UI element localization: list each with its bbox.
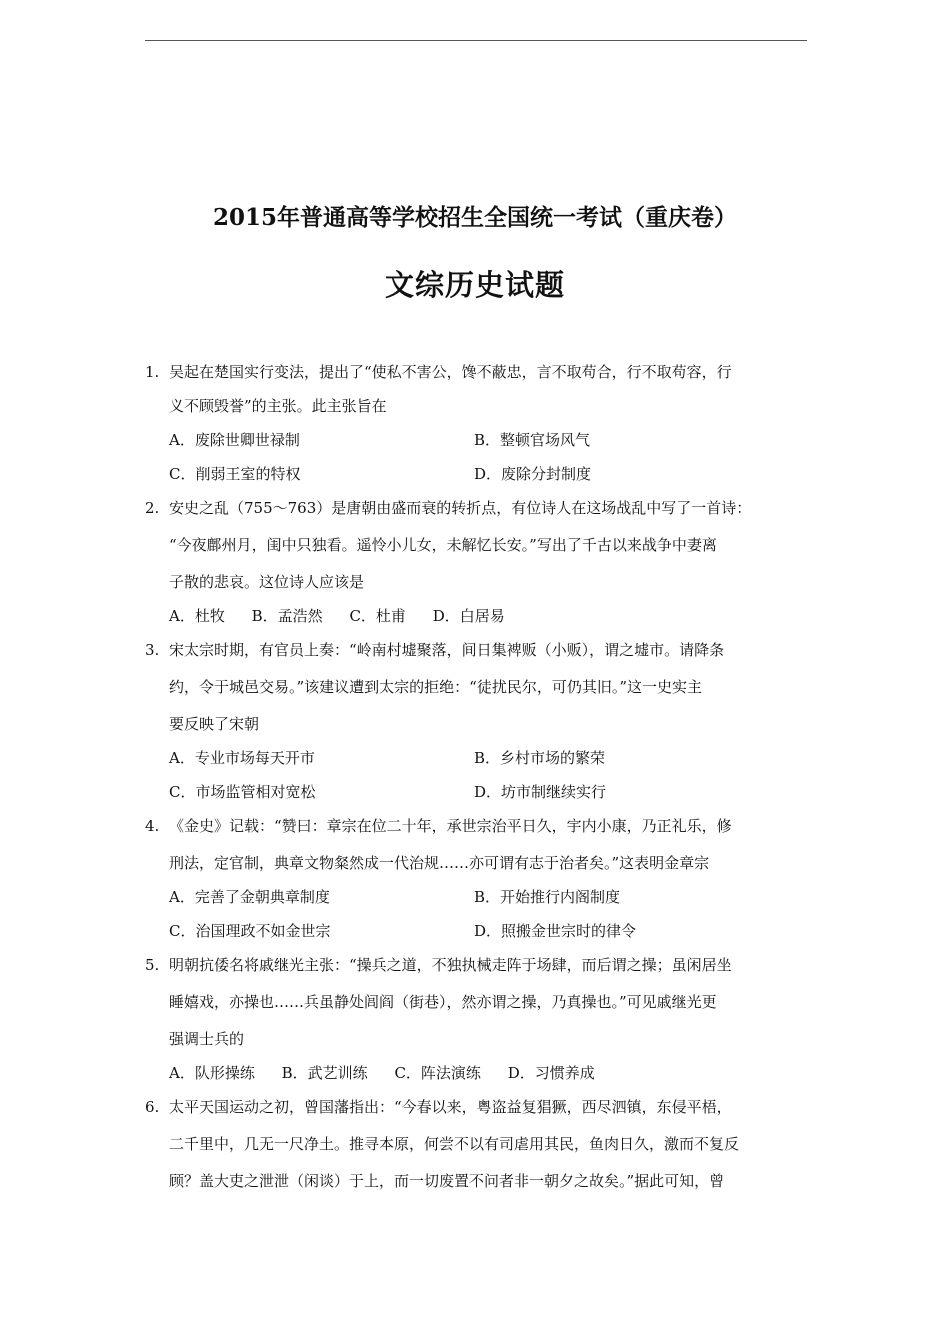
question-text: 宋太宗时期，有官员上奏：“岭南村墟聚落，间日集裨贩（小贩），谓之墟市。请降条 bbox=[169, 641, 725, 659]
question-number: 6. bbox=[145, 1098, 160, 1116]
question-text: 义不顾毁誉”的主张。此主张旨在 bbox=[169, 397, 387, 415]
question-6-line bbox=[145, 1095, 810, 1132]
question-6-line bbox=[145, 1132, 810, 1169]
question-3-line bbox=[145, 638, 810, 675]
question-text: 《金史》记载：“赞曰：章宗在位二十年，承世宗治平日久，宇内小康，乃正礼乐，修 bbox=[169, 817, 732, 835]
option-b: B．乡村市场的繁荣 bbox=[474, 749, 606, 767]
question-text: 睡嬉戏，亦操也……兵虽静处闾阎（街巷），然亦谓之操，乃真操也。”可见戚继光更 bbox=[169, 993, 717, 1011]
question-2-line bbox=[145, 496, 810, 533]
question-number: 5. bbox=[145, 956, 160, 974]
question-text: 子散的悲哀。这位诗人应该是 bbox=[169, 573, 365, 591]
option-row bbox=[145, 462, 810, 496]
option-b: B．整顿官场风气 bbox=[474, 431, 591, 449]
exam-subtitle: 文综历史试题 bbox=[384, 268, 565, 302]
option-row bbox=[145, 604, 810, 638]
question-text: 二千里中，几无一尺净土。推寻本原，何尝不以有司虐用其民，鱼肉日久，激而不复反 bbox=[169, 1135, 740, 1153]
question-2-line bbox=[145, 533, 810, 570]
question-5-line bbox=[145, 990, 810, 1027]
option-d: D．习惯养成 bbox=[507, 1064, 595, 1082]
question-text: 顾？盖大吏之泄泄（闲谈）于上，而一切废置不问者非一朝夕之故矣。”据此可知，曾 bbox=[169, 1172, 725, 1190]
option-a: A．完善了金朝典章制度 bbox=[169, 888, 330, 906]
question-text: 安史之乱（755～763）是唐朝由盛而衰的转折点，有位诗人在这场战乱中写了一首诗： bbox=[169, 499, 752, 517]
question-text: 太平天国运动之初，曾国藩指出：“今春以来，粤盗益复猖獗，西尽泗镇，东侵平梧， bbox=[169, 1098, 732, 1116]
question-4-line bbox=[145, 851, 810, 885]
option-d: D．废除分封制度 bbox=[474, 465, 592, 483]
option-c: C．杜甫 bbox=[349, 607, 406, 625]
option-c: C．市场监管相对宽松 bbox=[169, 783, 316, 801]
option-b: B．武艺训练 bbox=[281, 1064, 368, 1082]
question-text: 强调士兵的 bbox=[169, 1030, 245, 1048]
option-row bbox=[145, 885, 810, 919]
question-number: 2. bbox=[145, 499, 160, 517]
question-text: 明朝抗倭名将戚继光主张：“操兵之道，不独执械走阵于场肆，而后谓之操；虽闲居坐 bbox=[169, 956, 732, 974]
question-4-line bbox=[145, 814, 810, 851]
question-number: 4. bbox=[145, 817, 160, 835]
question-5-line bbox=[145, 953, 810, 990]
question-3-line bbox=[145, 675, 810, 712]
option-row bbox=[145, 919, 810, 953]
question-text: 吴起在楚国实行变法，提出了“使私不害公，馋不蔽忠，言不取苟合，行不取苟容，行 bbox=[169, 363, 732, 381]
option-c: C．阵法演练 bbox=[394, 1064, 481, 1082]
question-number: 1. bbox=[145, 363, 160, 381]
option-a: A．杜牧 bbox=[169, 607, 225, 625]
header-rule bbox=[145, 40, 807, 41]
question-text: “今夜鄜州月，闺中只独看。遥怜小儿女，未解忆长安。”写出了千古以来战争中妻离 bbox=[169, 536, 717, 554]
option-a: A．队形操练 bbox=[169, 1064, 255, 1082]
option-d: D．坊市制继续实行 bbox=[474, 783, 607, 801]
option-row bbox=[145, 780, 810, 814]
question-6-line bbox=[145, 1169, 810, 1203]
option-row bbox=[145, 428, 810, 462]
exam-title: 2015年普通高等学校招生全国统一考试（重庆卷） bbox=[212, 204, 737, 231]
question-3-line bbox=[145, 712, 810, 746]
question-text: 刑法，定官制，典章文物粲然成一代治规……亦可谓有志于治者矣。”这表明金章宗 bbox=[169, 854, 710, 872]
option-d: D．白居易 bbox=[432, 607, 505, 625]
inline-options bbox=[169, 1061, 617, 1085]
inline-options bbox=[169, 604, 527, 628]
option-row bbox=[145, 746, 810, 780]
option-c: C．削弱王室的特权 bbox=[169, 465, 301, 483]
question-text: 要反映了宋朝 bbox=[169, 715, 260, 733]
option-a: A．专业市场每天开市 bbox=[169, 749, 315, 767]
question-1-line bbox=[145, 394, 810, 428]
option-row bbox=[145, 1061, 810, 1095]
option-d: D．照搬金世宗时的律令 bbox=[474, 922, 637, 940]
question-5-line bbox=[145, 1027, 810, 1061]
question-list bbox=[145, 360, 810, 1203]
option-b: B．开始推行内阁制度 bbox=[474, 888, 621, 906]
option-c: C．治国理政不如金世宗 bbox=[169, 922, 331, 940]
option-a: A．废除世卿世禄制 bbox=[169, 431, 300, 449]
question-number: 3. bbox=[145, 641, 160, 659]
option-b: B．孟浩然 bbox=[251, 607, 323, 625]
question-2-line bbox=[145, 570, 810, 604]
question-1-line bbox=[145, 360, 810, 394]
question-text: 约，令于城邑交易。”该建议遭到太宗的拒绝：“徒扰民尔，可仍其旧。”这一史实主 bbox=[169, 678, 703, 696]
